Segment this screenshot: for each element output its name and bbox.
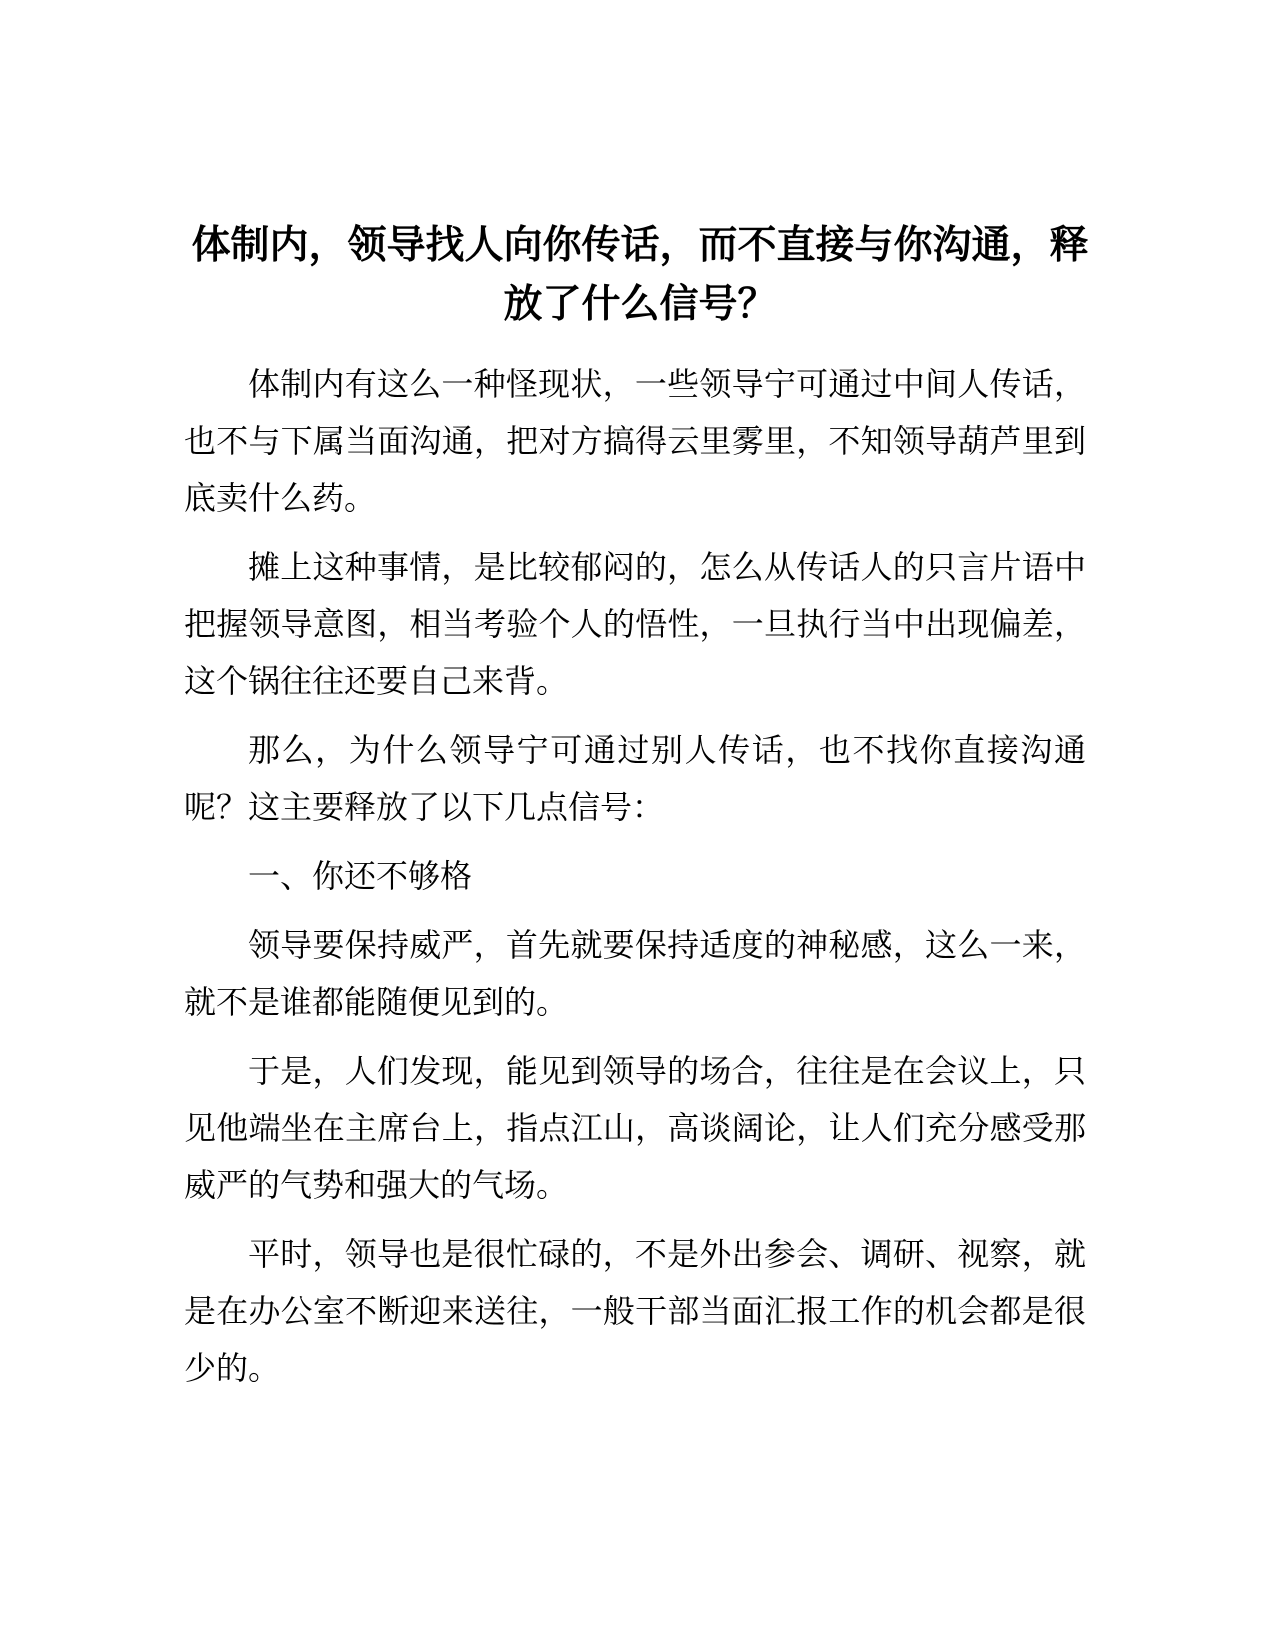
- paragraph: 领导要保持威严，首先就要保持适度的神秘感，这么一来，就不是谁都能随便见到的。: [184, 926, 1086, 1021]
- paragraph: 于是，人们发现，能见到领导的场合，往往是在会议上，只见他端坐在主席台上，指点江山，高谈阔论，让人们充分感受那威严的气势和强大的气场。: [184, 1052, 1086, 1204]
- section-heading: 一、你还不够格: [248, 857, 473, 895]
- paragraph: 体制内有这么一种怪现状，一些领导宁可通过中间人传话，也不与下属当面沟通，把对方搞得云里雾里，不知领导葫芦里到底卖什么药。: [184, 365, 1086, 517]
- paragraph: 那么，为什么领导宁可通过别人传话，也不找你直接沟通呢？这主要释放了以下几点信号：: [184, 731, 1086, 826]
- paragraph: 平时，领导也是很忙碌的，不是外出参会、调研、视察，就是在办公室不断迎来送往，一般干部当面汇报工作的机会都是很少的。: [184, 1235, 1086, 1387]
- document-body: [184, 356, 1086, 1409]
- document-title: 体制内，领导找人向你传话，而不直接与你沟通，释放了什么信号？: [191, 223, 1089, 327]
- paragraph: 摊上这种事情，是比较郁闷的，怎么从传话人的只言片语中把握领导意图，相当考验个人的悟性，一旦执行当中出现偏差，这个锅往往还要自己来背。: [184, 548, 1086, 700]
